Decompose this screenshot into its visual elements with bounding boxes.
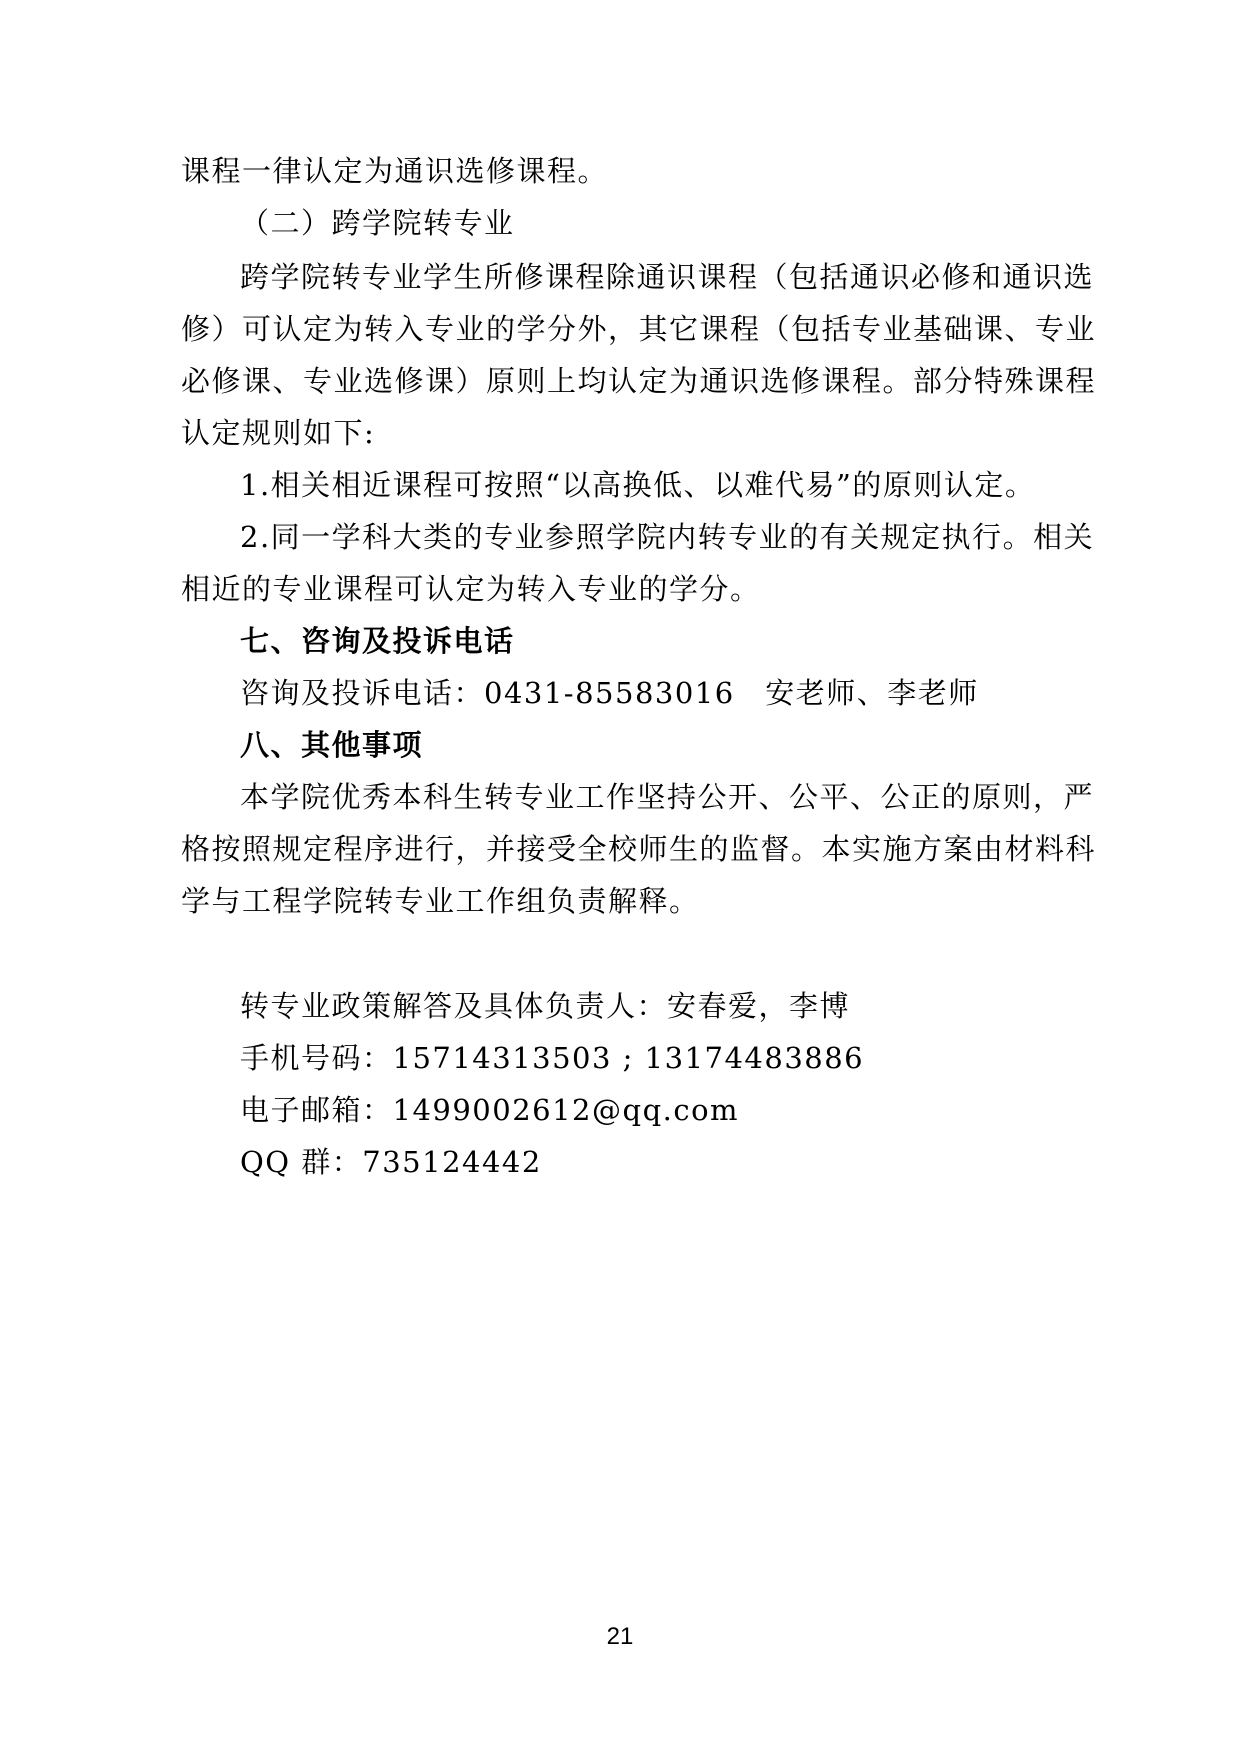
section-heading: 七、咨询及投诉电话 (240, 624, 515, 658)
paragraph-line: 相近的专业课程可认定为转入专业的学分。 (181, 572, 761, 606)
section-heading: 八、其他事项 (240, 728, 424, 762)
contact-qq-group: QQ 群：735124442 (240, 1145, 542, 1179)
paragraph-line: 格按照规定程序进行，并接受全校师生的监督。本实施方案由材料科 (181, 832, 1097, 866)
contact-phone: 手机号码：15714313503 ; 13174483886 (240, 1041, 865, 1075)
paragraph-line: 课程一律认定为通识选修课程。 (181, 154, 609, 188)
paragraph-line: 修）可认定为转入专业的学分外，其它课程（包括专业基础课、专业 (181, 312, 1097, 346)
contact-responsible: 转专业政策解答及具体负责人：安春爱，李博 (240, 989, 851, 1023)
paragraph-line: 必修课、专业选修课）原则上均认定为通识选修课程。部分特殊课程 (181, 364, 1097, 398)
paragraph-line: 认定规则如下: (181, 416, 376, 450)
contact-email: 电子邮箱：1499002612@qq.com (240, 1093, 740, 1127)
page-number: 21 (606, 1623, 634, 1650)
paragraph-line: 学与工程学院转专业工作组负责解释。 (181, 884, 700, 918)
rule-item: 2.同一学科大类的专业参照学院内转专业的有关规定执行。相关 (240, 520, 1095, 554)
paragraph-line: 本学院优秀本科生转专业工作坚持公开、公平、公正的原则，严 (240, 780, 1095, 814)
consult-phone-text: 咨询及投诉电话：0431-85583016 安老师、李老师 (240, 676, 979, 710)
paragraph-line: 跨学院转专业学生所修课程除通识课程（包括通识必修和通识选 (240, 260, 1095, 294)
rule-item: 1.相关相近课程可按照“以高换低、以难代易”的原则认定。 (240, 468, 1036, 502)
subsection-title: （二）跨学院转专业 (240, 206, 515, 240)
